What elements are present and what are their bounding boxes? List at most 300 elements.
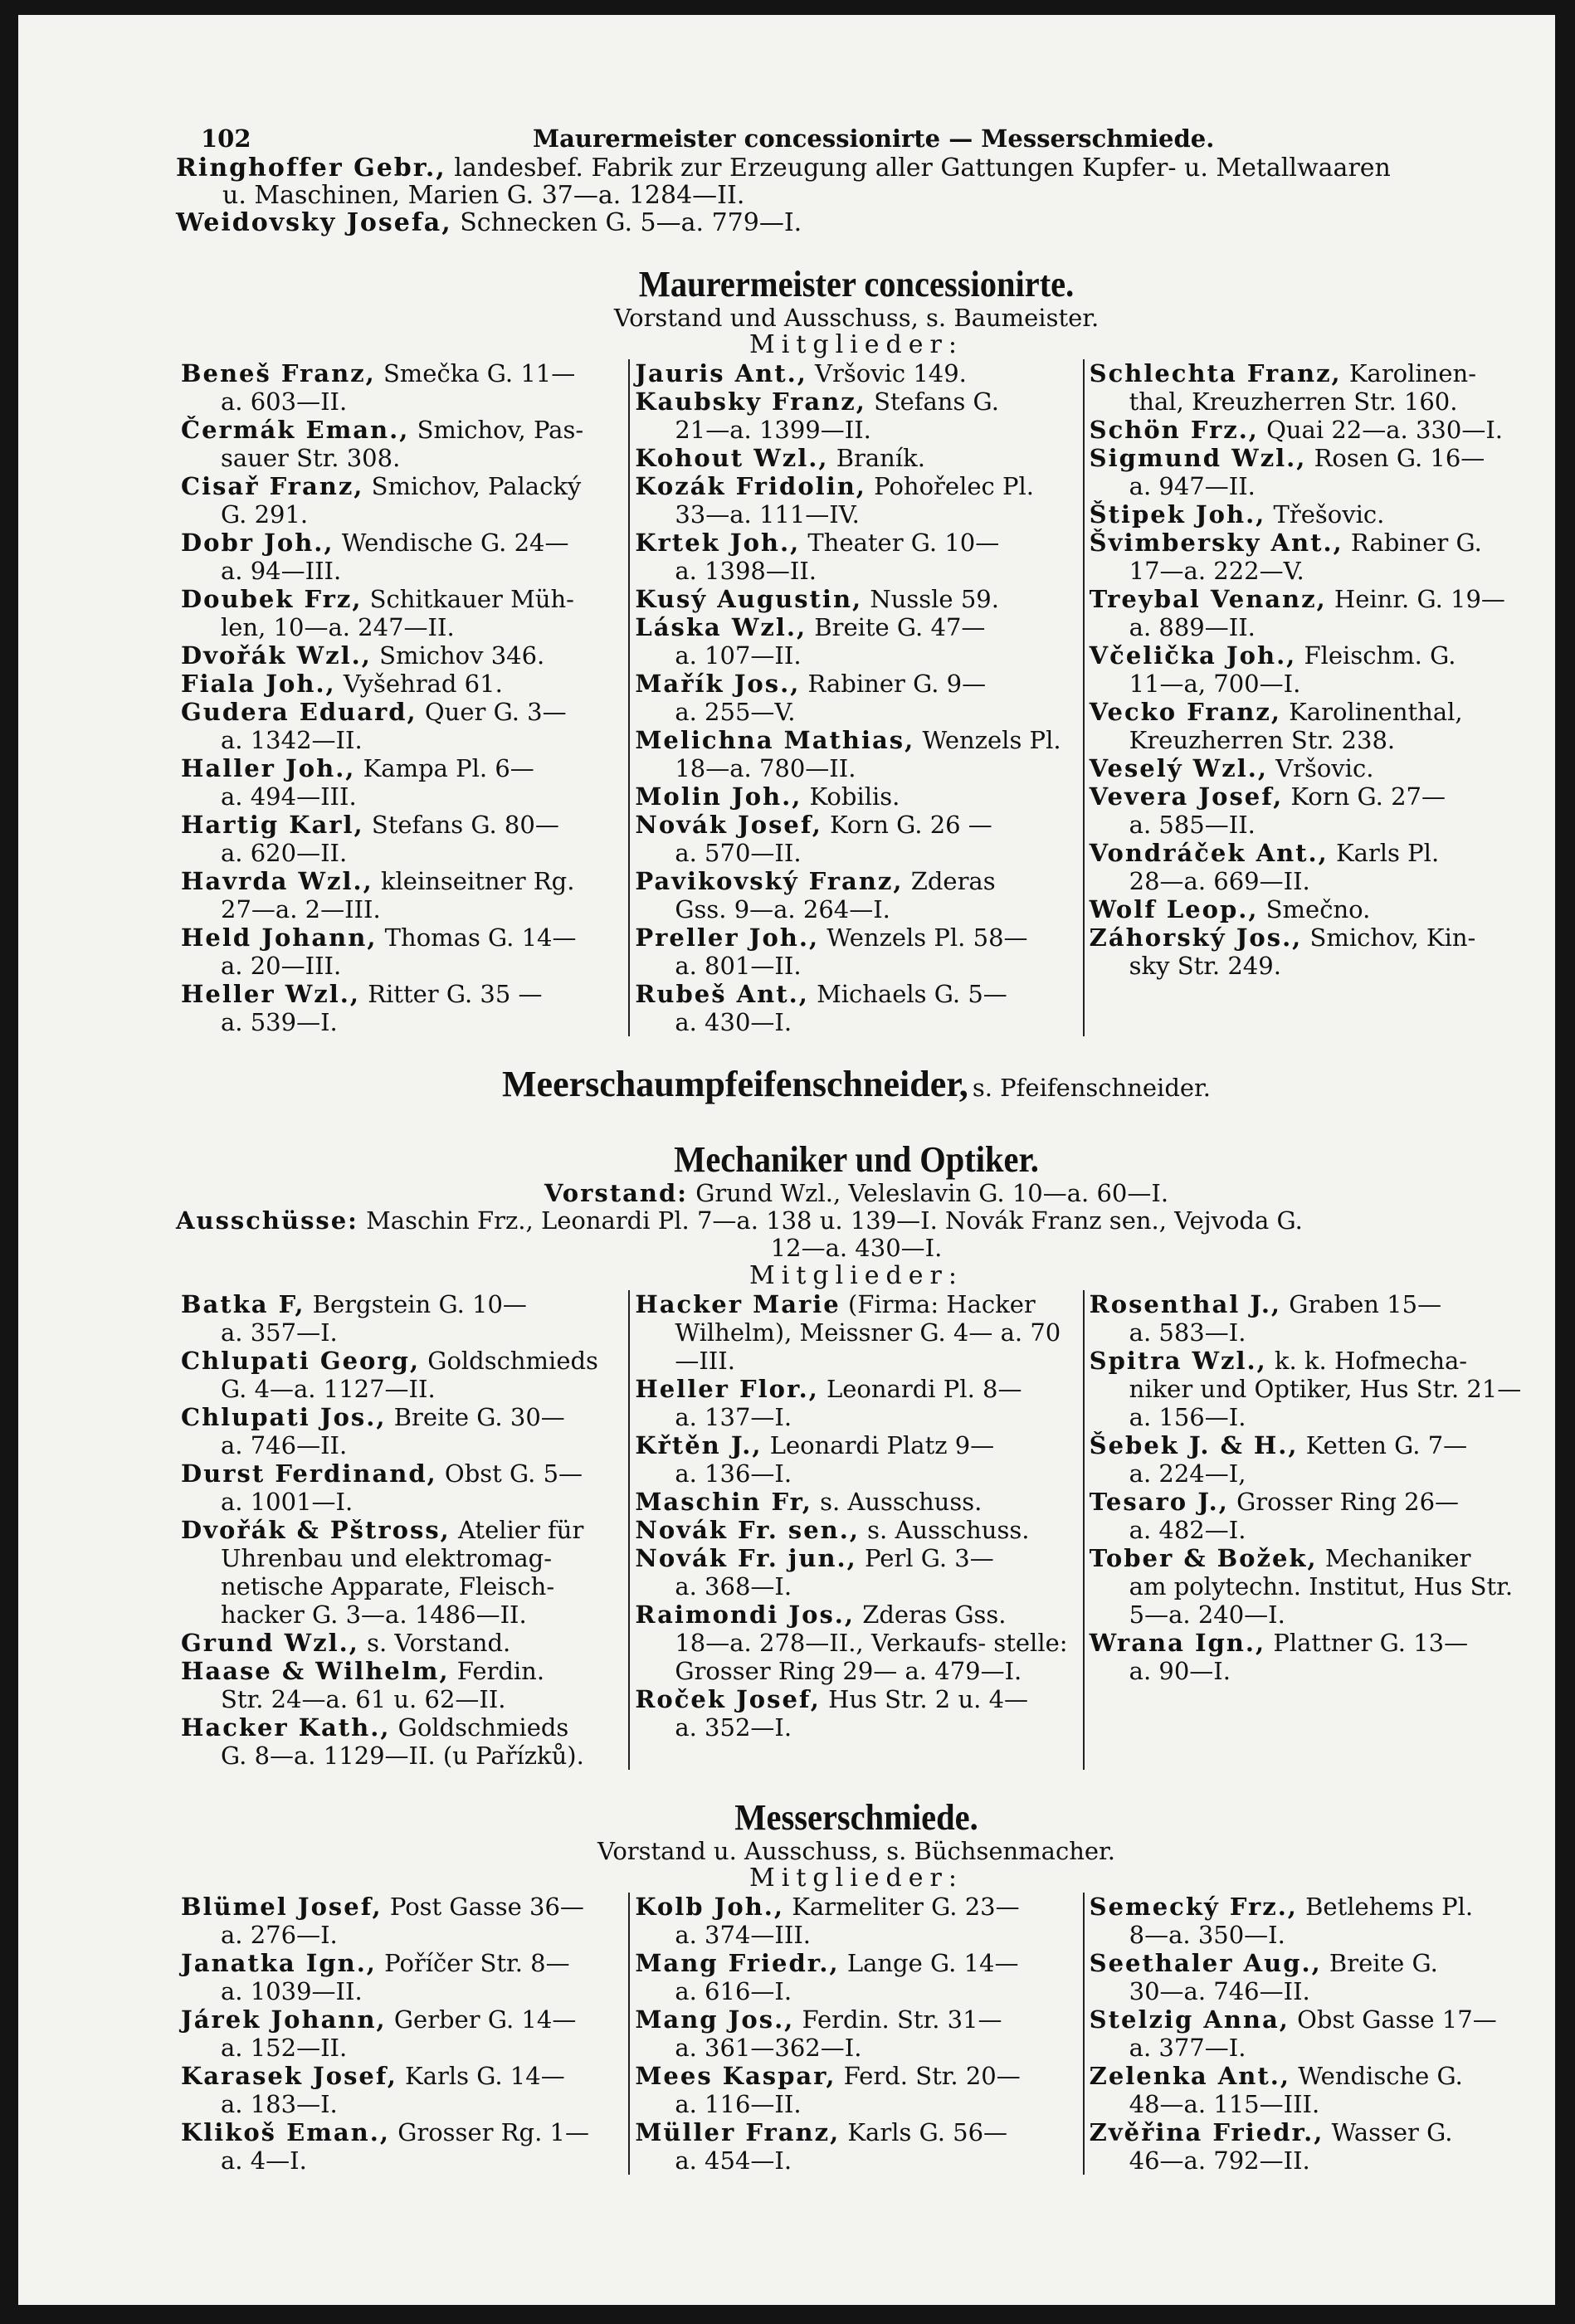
entry-text: Breite G. 47— (814, 613, 986, 641)
entry-continuation: a. 361—362—I. (675, 2034, 862, 2062)
entry-name: Hartig Karl, (181, 811, 364, 839)
entry-text: Karolinenthal, (1289, 698, 1463, 726)
lead-entry (176, 209, 1537, 236)
entry-continuation: a. 1342—II. (221, 726, 363, 754)
entry-name: Novák Josef, (635, 811, 822, 839)
entry-continuation: a. 482—I. (1129, 1516, 1246, 1544)
directory-entry (181, 2062, 623, 2118)
entry-text: Ritter G. 35 — (368, 980, 543, 1008)
directory-entry (1090, 1488, 1532, 1544)
entry-text: Goldschmieds (427, 1347, 598, 1375)
entry-name: Štipek Joh., (1089, 500, 1266, 529)
vorstand-line (176, 1180, 1537, 1207)
entry-name: Pavikovský Franz, (635, 867, 904, 895)
entry-name: Rubeš Ant., (635, 980, 809, 1008)
directory-entry (635, 1516, 1077, 1544)
entry-continuation: len, 10—a. 247—II. (221, 613, 455, 641)
entry-continuation: a. 90—I. (1129, 1657, 1231, 1685)
directory-entry (181, 585, 623, 641)
directory-entry (635, 726, 1077, 782)
directory-entry (635, 1375, 1077, 1431)
entry-continuation: Kreuzherren Str. 238. (1129, 726, 1396, 754)
entry-text: Zderas Gss. (862, 1600, 1007, 1629)
entry-text: Pohořelec Pl. (874, 472, 1034, 500)
entry-continuation: sky Str. 249. (1129, 952, 1281, 980)
column (628, 1290, 1082, 1770)
entry-name: Dvořák & Pštross, (181, 1516, 451, 1544)
entry-text: Ferd. Str. 20— (843, 2062, 1021, 2090)
entry-name: Mees Kaspar, (635, 2062, 836, 2090)
entry-continuation: G. 8—a. 1129—II. (u Pařízků). (221, 1742, 584, 1770)
entry-text: Obst G. 5— (444, 1459, 583, 1488)
entry-continuation: a. 620—II. (221, 839, 348, 867)
directory-entry (181, 980, 623, 1036)
ausschuss-text: Maschin Frz., Leonardi Pl. 7—a. 138 u. 139—I. Novák Franz sen., Vejvoda G. (366, 1206, 1303, 1235)
entry-name: Chlupati Georg, (181, 1347, 421, 1375)
directory-entry (181, 1516, 623, 1629)
entry-continuation: thal, Kreuzherren Str. 160. (1129, 387, 1458, 416)
entry-name: Havrda Wzl., (181, 867, 373, 895)
entry-name: Roček Josef, (635, 1685, 821, 1713)
entry-name: Stelzig Anna, (1089, 2005, 1290, 2034)
entry-text: k. k. Hofmecha- (1274, 1347, 1468, 1375)
entry-continuation: 18—a. 780—II. (675, 754, 856, 782)
directory-entry (635, 1544, 1077, 1600)
ausschuss-line (176, 1207, 1537, 1235)
directory-entry (1090, 1347, 1532, 1431)
directory-entry (181, 1403, 623, 1459)
entry-name: Melichna Mathias, (635, 726, 915, 754)
entry-continuation: a. 377—I. (1129, 2034, 1246, 2062)
directory-entry (181, 1713, 623, 1770)
entry-text: Schnecken G. 5—a. 779—I. (460, 208, 802, 237)
entry-name: Durst Ferdinand, (181, 1459, 437, 1488)
entry-name: Haase & Wilhelm, (181, 1657, 450, 1685)
section-subtitle: Vorstand und Ausschuss, s. Baumeister. (613, 304, 1100, 332)
directory-entry (635, 782, 1077, 811)
column (176, 359, 628, 1036)
column (628, 359, 1082, 1036)
entry-continuation: 28—a. 669—II. (1129, 867, 1310, 895)
entry-name: Gudera Eduard, (181, 698, 417, 726)
entry-continuation: a. 1001—I. (221, 1488, 354, 1516)
entry-name: Sigmund Wzl., (1089, 444, 1307, 472)
entry-continuation: 18—a. 278—II., Verkaufs- stelle: Grosser Ring 29— a. 479—I. (675, 1629, 1068, 1685)
entry-text: Heinr. G. 19— (1334, 585, 1505, 613)
directory-entry (635, 585, 1077, 613)
entry-continuation: a. 255—V. (675, 698, 796, 726)
entry-continuation: a. 276—I. (221, 1921, 338, 1949)
entry-continuation: 8—a. 350—I. (1129, 1921, 1285, 1949)
entry-continuation: a. 603—II. (221, 387, 348, 416)
entry-text: Hus Str. 2 u. 4— (828, 1685, 1029, 1713)
directory-entry (635, 1949, 1077, 2005)
entry-text: s. Ausschuss. (820, 1488, 983, 1516)
entry-text: Rosen G. 16— (1314, 444, 1485, 472)
entry-name: Fiala Joh., (181, 670, 336, 698)
entry-text: Ferdin. (456, 1657, 545, 1685)
entry-name: Wolf Leop., (1089, 895, 1259, 923)
directory-entry (1090, 2062, 1532, 2118)
entry-name: Záhorský Jos., (1089, 923, 1303, 952)
entry-text: Kampa Pl. 6— (363, 754, 534, 782)
directory-entry (181, 1893, 623, 1949)
entry-text: Wenzels Pl. (922, 726, 1061, 754)
section-title-maurermeister: Maurermeister concessionirte. (638, 264, 1075, 305)
entry-text: Graben 15— (1289, 1290, 1442, 1318)
running-head (176, 113, 1537, 154)
entry-continuation: a. 107—II. (675, 641, 802, 670)
section-title-meerschaum: Meerschaumpfeifenschneider, (502, 1064, 968, 1104)
directory-entry (1090, 2118, 1532, 2175)
directory-entry (635, 1290, 1077, 1375)
entry-text: Wasser G. (1331, 2118, 1453, 2146)
directory-entry (1090, 698, 1532, 754)
directory-entry (181, 529, 623, 585)
entry-name: Spitra Wzl., (1089, 1347, 1267, 1375)
directory-entry (1090, 1949, 1532, 2005)
entry-continuation: 17—a. 222—V. (1129, 557, 1304, 585)
entry-name: Vecko Franz, (1089, 698, 1281, 726)
running-title: Maurermeister concessionirte — Messerschmiede. (533, 124, 1215, 153)
entry-name: Křtěn J., (635, 1431, 763, 1459)
entry-text: Leonardi Platz 9— (769, 1431, 995, 1459)
directory-entry (181, 416, 623, 472)
entry-name: Kusý Augustin, (635, 585, 863, 613)
entry-text: Korn G. 26 — (830, 811, 992, 839)
maurermeister-columns (176, 359, 1537, 1036)
entry-continuation: Wilhelm), Meissner G. 4— a. 70—III. (675, 1318, 1061, 1375)
entry-name: Cisař Franz, (181, 472, 364, 500)
entry-text: Karmeliter G. 23— (792, 1893, 1020, 1921)
ausschuss-label: Ausschüsse: (176, 1206, 358, 1235)
directory-entry (1090, 1629, 1532, 1685)
entry-name: Švimbersky Ant., (1089, 529, 1343, 557)
entry-name: Treybal Venanz, (1089, 585, 1327, 613)
entry-name: Dvořák Wzl., (181, 641, 372, 670)
directory-entry (1090, 754, 1532, 782)
entry-continuation: Uhrenbau und elektromag- netische Apparate, Fleisch- hacker G. 3—a. 1486—II. (221, 1544, 555, 1629)
entry-continuation: 27—a. 2—III. (221, 895, 381, 923)
entry-continuation: G. 4—a. 1127—II. (221, 1375, 436, 1403)
directory-entry (635, 359, 1077, 387)
directory-entry (181, 641, 623, 670)
entry-text: Wenzels Pl. 58— (827, 923, 1028, 952)
entry-text: Grosser Rg. 1— (397, 2118, 589, 2146)
entry-text: Rabiner G. (1350, 529, 1482, 557)
lead-entry (176, 154, 1537, 209)
entry-name: Hacker Marie (635, 1290, 841, 1318)
entry-name: Müller Franz, (635, 2118, 841, 2146)
directory-entry (635, 2062, 1077, 2118)
directory-entry (1090, 641, 1532, 698)
entry-name: Schlechta Franz, (1089, 359, 1342, 387)
entry-text: Grosser Ring 26— (1236, 1488, 1460, 1516)
directory-entry (635, 811, 1077, 867)
entry-name: Dobr Joh., (181, 529, 334, 557)
entry-text: Quer G. 3— (424, 698, 567, 726)
column (1083, 1290, 1537, 1770)
directory-entry (1090, 1893, 1532, 1949)
entry-text: Smečno. (1265, 895, 1371, 923)
directory-entry (1090, 839, 1532, 895)
entry-text: Korn G. 27— (1290, 782, 1446, 811)
directory-entry (1090, 1290, 1532, 1347)
directory-entry (181, 2005, 623, 2062)
entry-name: Weidovsky Josefa, (176, 208, 452, 237)
column (176, 1290, 628, 1770)
directory-entry (1090, 416, 1532, 444)
directory-entry (1090, 895, 1532, 923)
entry-text: Mechaniker (1324, 1544, 1471, 1572)
entry-name: Novák Fr. sen., (635, 1516, 860, 1544)
entry-continuation: a. 368—I. (675, 1572, 792, 1600)
directory-entry (635, 2005, 1077, 2062)
entry-name: Rosenthal J., (1089, 1290, 1282, 1318)
entry-continuation: a. 1039—II. (221, 1977, 363, 2005)
entry-text: Breite G. 30— (393, 1403, 565, 1431)
entry-continuation: 11—a, 700—I. (1129, 670, 1301, 698)
entry-name: Haller Joh., (181, 754, 356, 782)
mechaniker-columns (176, 1290, 1537, 1770)
directory-entry (181, 1290, 623, 1347)
entry-name: Kaubsky Franz, (635, 387, 866, 416)
entry-text: Braník. (836, 444, 925, 472)
entry-text: Stefans G. 80— (371, 811, 559, 839)
entry-continuation: 33—a. 111—IV. (675, 500, 860, 529)
cross-reference: s. Pfeifenschneider. (972, 1074, 1211, 1102)
entry-name: Mang Friedr., (635, 1949, 840, 1977)
members-label: Mitglieder: (749, 330, 963, 359)
entry-continuation: 30—a. 746—II. (1129, 1977, 1310, 2005)
messerschmiede-columns (176, 1893, 1537, 2175)
entry-text: Lange G. 14— (846, 1949, 1019, 1977)
directory-entry (181, 867, 623, 923)
entry-name: Mang Jos., (635, 2005, 795, 2034)
entry-name: Beneš Franz, (181, 359, 376, 387)
entry-name: Molin Joh., (635, 782, 802, 811)
entry-name: Janatka Ign., (181, 1949, 377, 1977)
directory-entry (181, 811, 623, 867)
column (1083, 359, 1537, 1036)
entry-name: Grund Wzl., (181, 1629, 359, 1657)
entry-text: Leonardi Pl. 8— (827, 1375, 1022, 1403)
entry-name: Kohout Wzl., (635, 444, 829, 472)
directory-entry (1090, 782, 1532, 839)
entry-text: Post Gasse 36— (389, 1893, 584, 1921)
entry-name: Vondráček Ant., (1089, 839, 1329, 867)
entry-text: Wendische G. (1298, 2062, 1463, 2090)
entry-name: Chlupati Jos., (181, 1403, 387, 1431)
entry-text: Theater G. 10— (807, 529, 1000, 557)
directory-entry (1090, 2005, 1532, 2062)
entry-continuation: a. 570—II. (675, 839, 802, 867)
entry-continuation: a. 585—II. (1129, 811, 1256, 839)
entry-text: Karls G. 14— (405, 2062, 565, 2090)
entry-continuation: Str. 24—a. 61 u. 62—II. (221, 1685, 506, 1713)
entry-text: Nussle 59. (870, 585, 999, 613)
entry-name: Semecký Frz., (1089, 1893, 1298, 1921)
entry-text: Smečka G. 11— (383, 359, 576, 387)
entry-name: Klikoš Eman., (181, 2118, 390, 2146)
directory-entry (1090, 444, 1532, 500)
entry-text: s. Vorstand. (367, 1629, 511, 1657)
entry-name: Jauris Ant., (635, 359, 807, 387)
entry-text: landesbef. Fabrik zur Erzeugung aller Gattungen Kupfer- u. Metallwaaren (454, 153, 1391, 183)
entry-name: Kolb Joh., (635, 1893, 784, 1921)
members-label: Mitglieder: (749, 1261, 963, 1290)
column (628, 1893, 1082, 2175)
entry-name: Seethaler Aug., (1089, 1949, 1322, 1977)
entry-continuation: a. 583—I. (1129, 1318, 1246, 1347)
entry-continuation: G. 291. (221, 500, 309, 529)
entry-name: Schön Frz., (1089, 416, 1259, 444)
entry-name: Vevera Josef, (1089, 782, 1284, 811)
entry-continuation: a. 183—I. (221, 2090, 338, 2118)
directory-entry (181, 359, 623, 416)
entry-continuation: a. 539—I. (221, 1008, 338, 1036)
entry-text: s. Ausschuss. (867, 1516, 1030, 1544)
entry-name: Mařík Jos., (635, 670, 801, 698)
entry-continuation: sauer Str. 308. (221, 444, 401, 472)
entry-name: Veselý Wzl., (1089, 754, 1268, 782)
entry-continuation: a. 889—II. (1129, 613, 1256, 641)
vorstand-text: Grund Wzl., Veleslavin G. 10—a. 60—I. (695, 1179, 1169, 1207)
entry-text: Michaels G. 5— (817, 980, 1007, 1008)
entry-text: Perl G. 3— (864, 1544, 994, 1572)
directory-entry (181, 1459, 623, 1516)
entry-text: Karls G. 56— (847, 2118, 1008, 2146)
directory-entry (1090, 923, 1532, 980)
entry-text: Karls Pl. (1335, 839, 1440, 867)
entry-text: Bergstein G. 10— (312, 1290, 527, 1318)
directory-entry (1090, 529, 1532, 585)
directory-entry (181, 1347, 623, 1403)
ausschuss-continuation: 12—a. 430—I. (770, 1234, 943, 1262)
entry-text: Wendische G. 24— (341, 529, 569, 557)
directory-entry (635, 923, 1077, 980)
directory-entry (635, 444, 1077, 472)
entry-name: Doubek Frz, (181, 585, 363, 613)
entry-continuation: a. 137—I. (675, 1403, 792, 1431)
entry-text: Vršovic. (1275, 754, 1374, 782)
entry-continuation: niker und Optiker, Hus Str. 21—a. 156—I. (1129, 1375, 1522, 1431)
directory-entry (635, 670, 1077, 726)
directory-entry (1090, 585, 1532, 641)
entry-continuation: a. 801—II. (675, 952, 802, 980)
entry-text: Schitkauer Müh- (369, 585, 574, 613)
entry-name: Blümel Josef, (181, 1893, 383, 1921)
entry-text: Plattner G. 13— (1273, 1629, 1469, 1657)
entry-name: Maschin Fr, (635, 1488, 812, 1516)
entry-continuation: a. 20—III. (221, 952, 342, 980)
entry-text: Smichov 346. (379, 641, 545, 670)
entry-text: Rabiner G. 9— (807, 670, 987, 698)
entry-text: Ketten G. 7— (1305, 1431, 1468, 1459)
entry-text: Gerber G. 14— (393, 2005, 577, 2034)
entry-name: Raimondi Jos., (635, 1600, 855, 1629)
entry-continuation: a. 430—I. (675, 1008, 792, 1036)
directory-entry (1090, 359, 1532, 416)
vorstand-label: Vorstand: (544, 1179, 688, 1207)
entry-text: Atelier für (458, 1516, 584, 1544)
entry-text: Karolinen- (1348, 359, 1477, 387)
directory-entry (181, 1657, 623, 1713)
entry-name: Járek Johann, (181, 2005, 387, 2034)
entry-text: Thomas G. 14— (384, 923, 577, 952)
section-title-mechaniker: Mechaniker und Optiker. (674, 1139, 1039, 1180)
directory-entry (181, 2118, 623, 2175)
directory-entry (635, 2118, 1077, 2175)
page-number: 102 (201, 124, 251, 153)
entry-name: Karasek Josef, (181, 2062, 397, 2090)
entry-name: Šebek J. & H., (1089, 1431, 1299, 1459)
page-content (176, 113, 1537, 2175)
entry-name: Krtek Joh., (635, 529, 801, 557)
entry-text: Smichov, Kin- (1309, 923, 1476, 952)
entry-name: Hacker Kath., (181, 1713, 391, 1742)
entry-continuation: a. 357—I. (221, 1318, 338, 1347)
directory-entry (635, 472, 1077, 529)
entry-text: Obst Gasse 17— (1297, 2005, 1497, 2034)
entry-text: Zderas (910, 867, 996, 895)
directory-entry (635, 867, 1077, 923)
section-title-messerschmiede: Messerschmiede. (734, 1797, 978, 1838)
entry-text: Poříčer Str. 8— (384, 1949, 570, 1977)
entry-text: Goldschmieds (397, 1713, 569, 1742)
entry-name: Včelička Joh., (1089, 641, 1297, 670)
directory-entry (181, 923, 623, 980)
entry-text: Smichov, Pas- (417, 416, 584, 444)
entry-continuation: a. 152—II. (221, 2034, 348, 2062)
entry-text: Betlehems Pl. (1305, 1893, 1474, 1921)
entry-continuation: a. 1398—II. (675, 557, 817, 585)
members-label: Mitglieder: (749, 1864, 963, 1893)
entry-name: Held Johann, (181, 923, 378, 952)
entry-name: Zvěřina Friedr., (1089, 2118, 1324, 2146)
entry-continuation: a. 616—I. (675, 1977, 792, 2005)
entry-name: Zelenka Ant., (1089, 2062, 1290, 2090)
directory-entry (635, 529, 1077, 585)
directory-entry (635, 1488, 1077, 1516)
entry-continuation: a. 374—III. (675, 1921, 811, 1949)
entry-text: Třešovic. (1273, 500, 1385, 529)
entry-name: Kozák Fridolin, (635, 472, 866, 500)
directory-entry (635, 980, 1077, 1036)
entry-continuation: a. 454—I. (675, 2146, 792, 2175)
directory-page (18, 15, 1555, 2305)
entry-continuation: a. 4—I. (221, 2146, 307, 2175)
column (1083, 1893, 1537, 2175)
directory-entry (181, 472, 623, 529)
directory-entry (1090, 1431, 1532, 1488)
entry-continuation: a. 494—III. (221, 782, 357, 811)
entry-continuation: 46—a. 792—II. (1129, 2146, 1310, 2175)
directory-entry (635, 613, 1077, 670)
entry-name: Ringhoffer Gebr., (176, 153, 446, 183)
entry-continuation: 21—a. 1399—II. (675, 416, 871, 444)
entry-continuation: am polytechn. Institut, Hus Str. 5—a. 240—I. (1129, 1572, 1514, 1629)
entry-text: Vyšehrad 61. (343, 670, 503, 698)
entry-name: Wrana Ign., (1089, 1629, 1266, 1657)
entry-continuation: a. 746—II. (221, 1431, 348, 1459)
entry-name: Tesaro J., (1089, 1488, 1229, 1516)
entry-continuation: u. Maschinen, Marien G. 37—a. 1284—II. (222, 181, 745, 210)
entry-text: Ferdin. Str. 31— (802, 2005, 1002, 2034)
entry-text: Smichov, Palacký (371, 472, 582, 500)
entry-name: Heller Flor., (635, 1375, 819, 1403)
entry-continuation: a. 947—II. (1129, 472, 1256, 500)
